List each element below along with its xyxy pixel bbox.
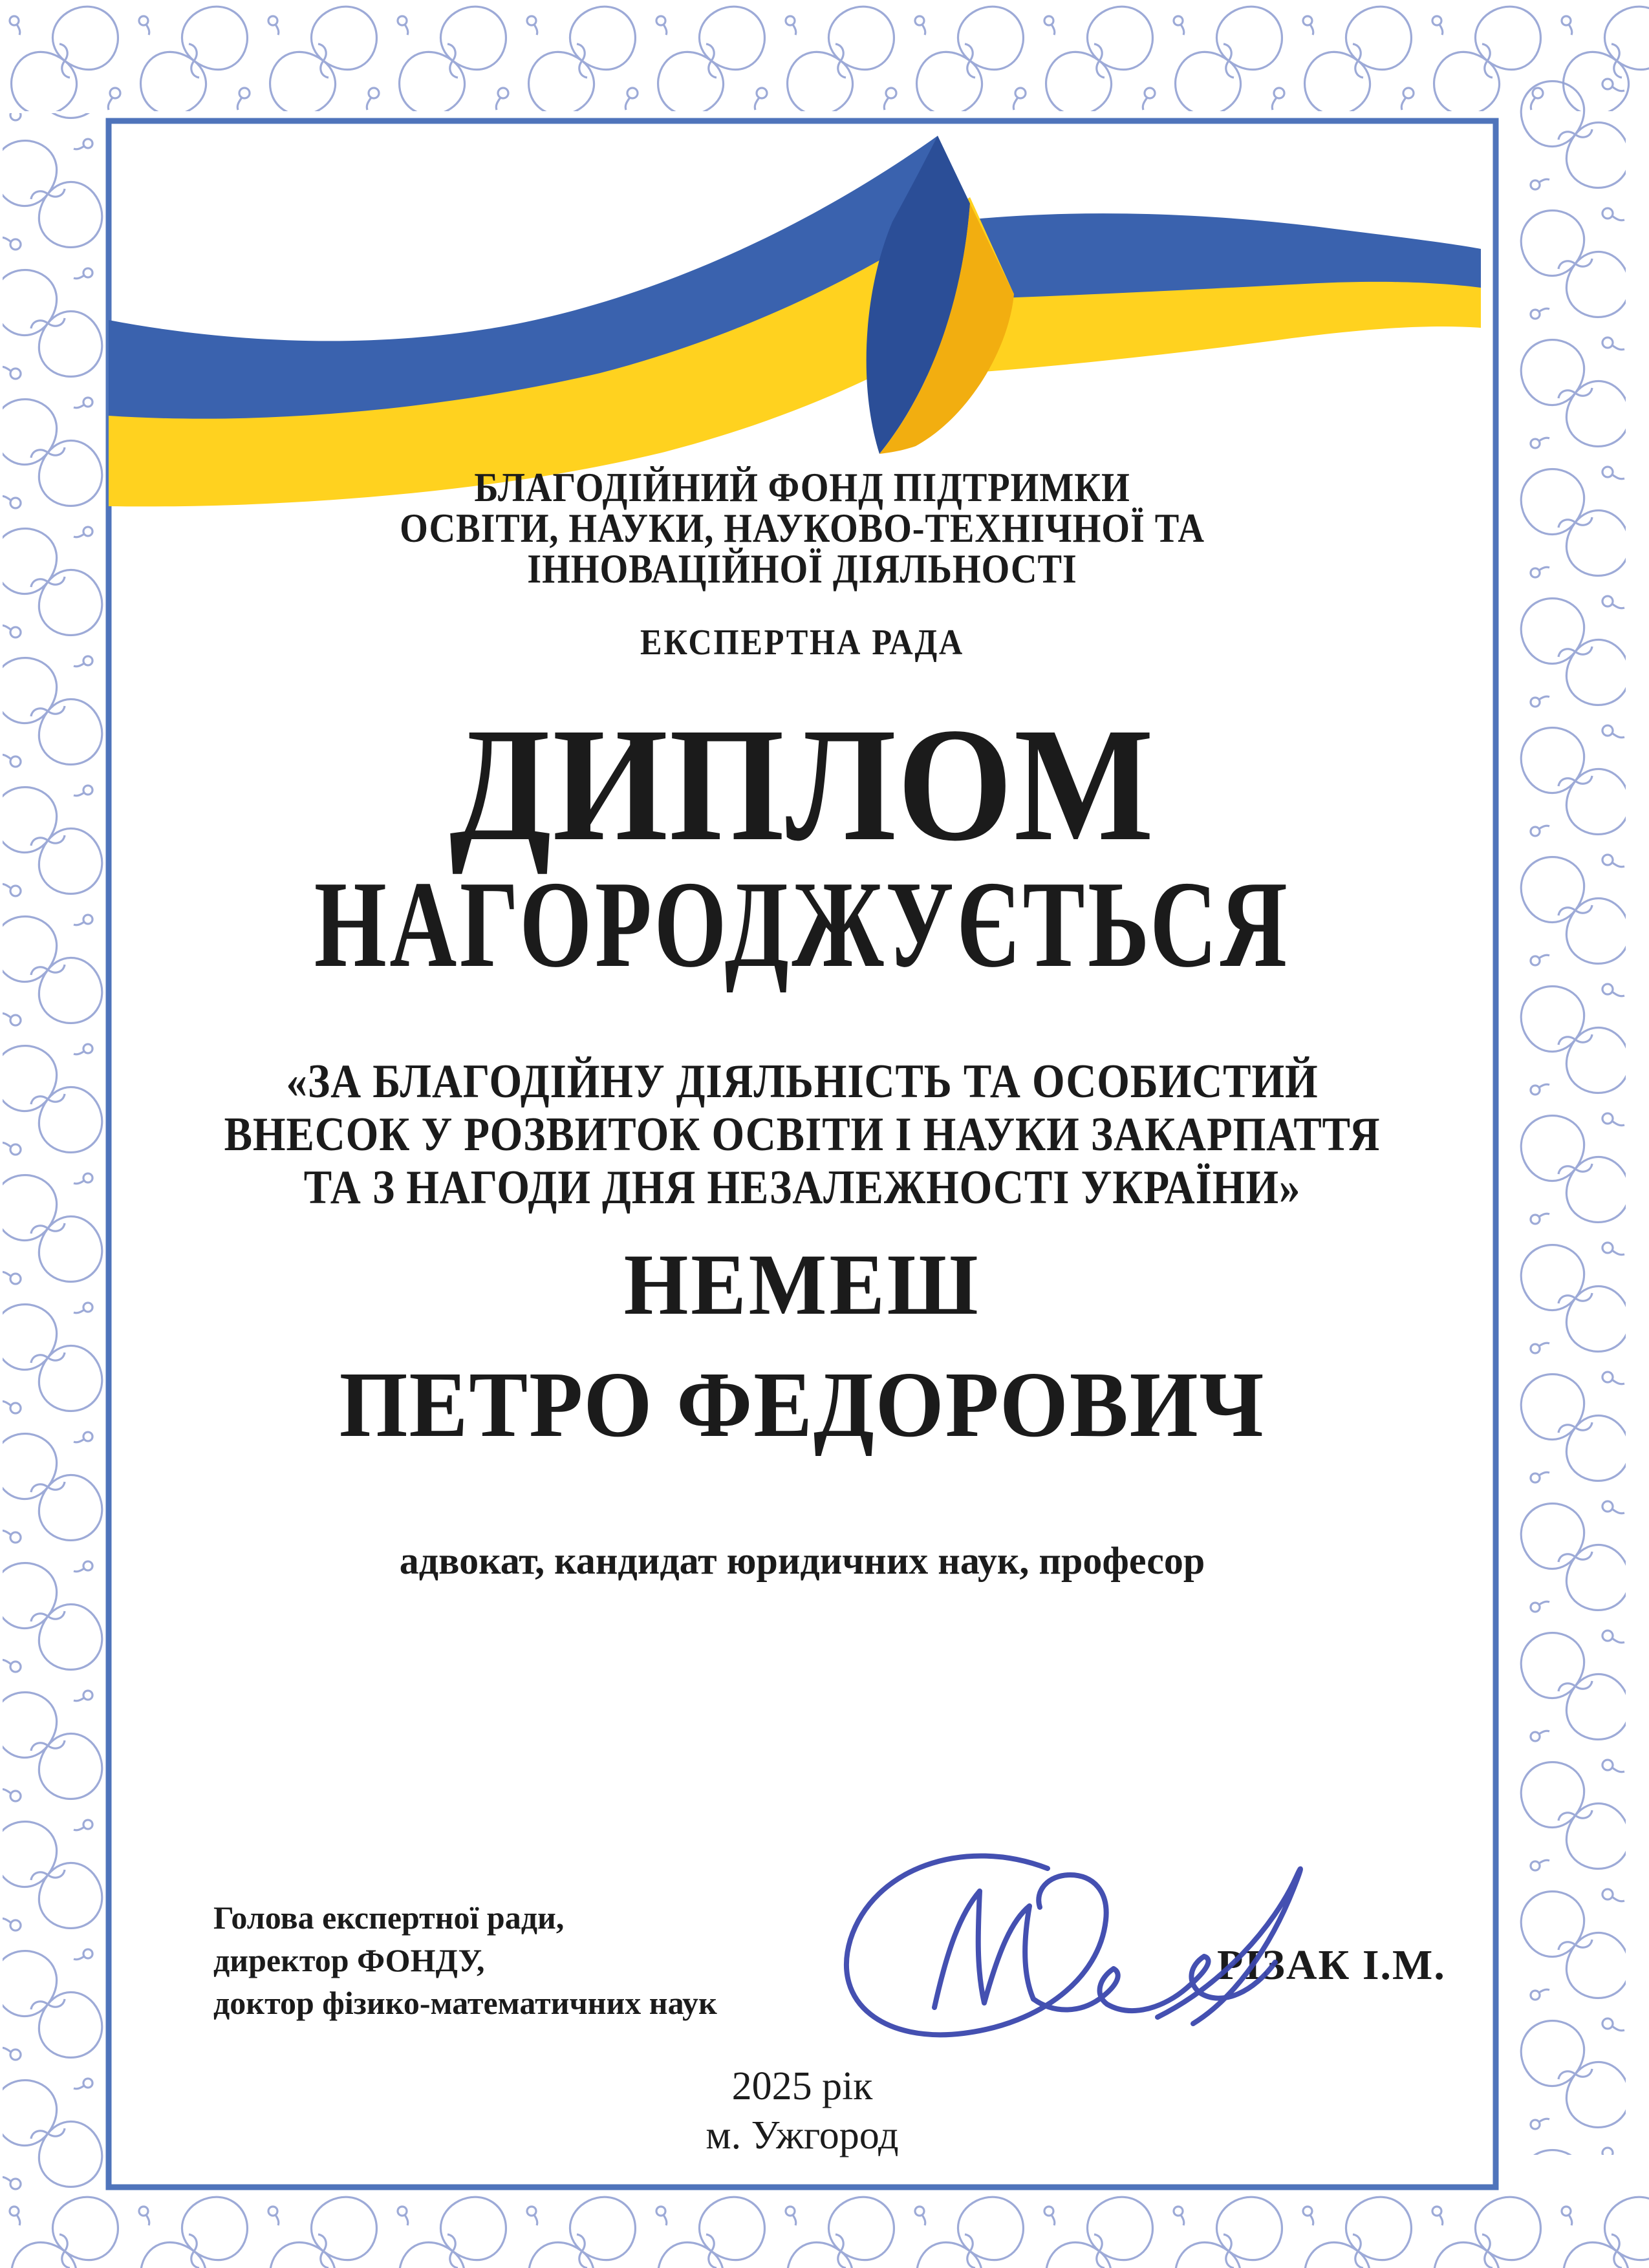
- fund-name-line-3: ІННОВАЦІЙНОЇ ДІЯЛЬНОСТІ: [527, 546, 1077, 592]
- signatory-role: [213, 1896, 717, 2024]
- awarded-to-label: НАГОРОДЖУЄТЬСЯ: [314, 855, 1291, 993]
- issue-city: м. Ужгород: [706, 2113, 899, 2157]
- fund-name-line-1: БЛАГОДІЙНИЙ ФОНД ПІДТРИМКИ: [474, 464, 1130, 510]
- citation-line-1: «ЗА БЛАГОДІЙНУ ДІЯЛЬНІСТЬ ТА ОСОБИСТИЙ: [286, 1055, 1319, 1108]
- citation-line-2: ВНЕСОК У РОЗВИТОК ОСВІТИ І НАУКИ ЗАКАРПАТТЯ: [224, 1108, 1381, 1161]
- fund-name: [192, 464, 1413, 592]
- signatory-role-line-3: доктор фізико-математичних наук: [213, 1985, 717, 2021]
- recipient-titles: адвокат, кандидат юридичних наук, професор: [399, 1539, 1205, 1582]
- signature-scribble: [795, 1830, 1326, 2043]
- citation-line-3: ТА З НАГОДИ ДНЯ НЕЗАЛЕЖНОСТІ УКРАЇНИ»: [303, 1161, 1301, 1214]
- issue-year: 2025 рік: [731, 2064, 873, 2108]
- recipient-surname: НЕМЕШ: [623, 1237, 981, 1333]
- border-left: [3, 113, 106, 2192]
- award-citation: [192, 1055, 1413, 1214]
- diploma-title: ДИПЛОМ: [449, 694, 1156, 875]
- border-right: [1517, 76, 1626, 2155]
- signatory-role-line-2: директор ФОНДУ,: [213, 1942, 485, 1978]
- signatory-role-line-1: Голова експертної ради,: [213, 1899, 565, 1936]
- recipient-given-names: ПЕТРО ФЕДОРОВИЧ: [339, 1353, 1266, 1457]
- expert-council-label: ЕКСПЕРТНА РАДА: [640, 623, 964, 663]
- fund-name-line-2: ОСВІТИ, НАУКИ, НАУКОВО-ТЕХНІЧНОЇ ТА: [400, 505, 1205, 551]
- signatory-name: РІЗАК І.М.: [1217, 1942, 1446, 1989]
